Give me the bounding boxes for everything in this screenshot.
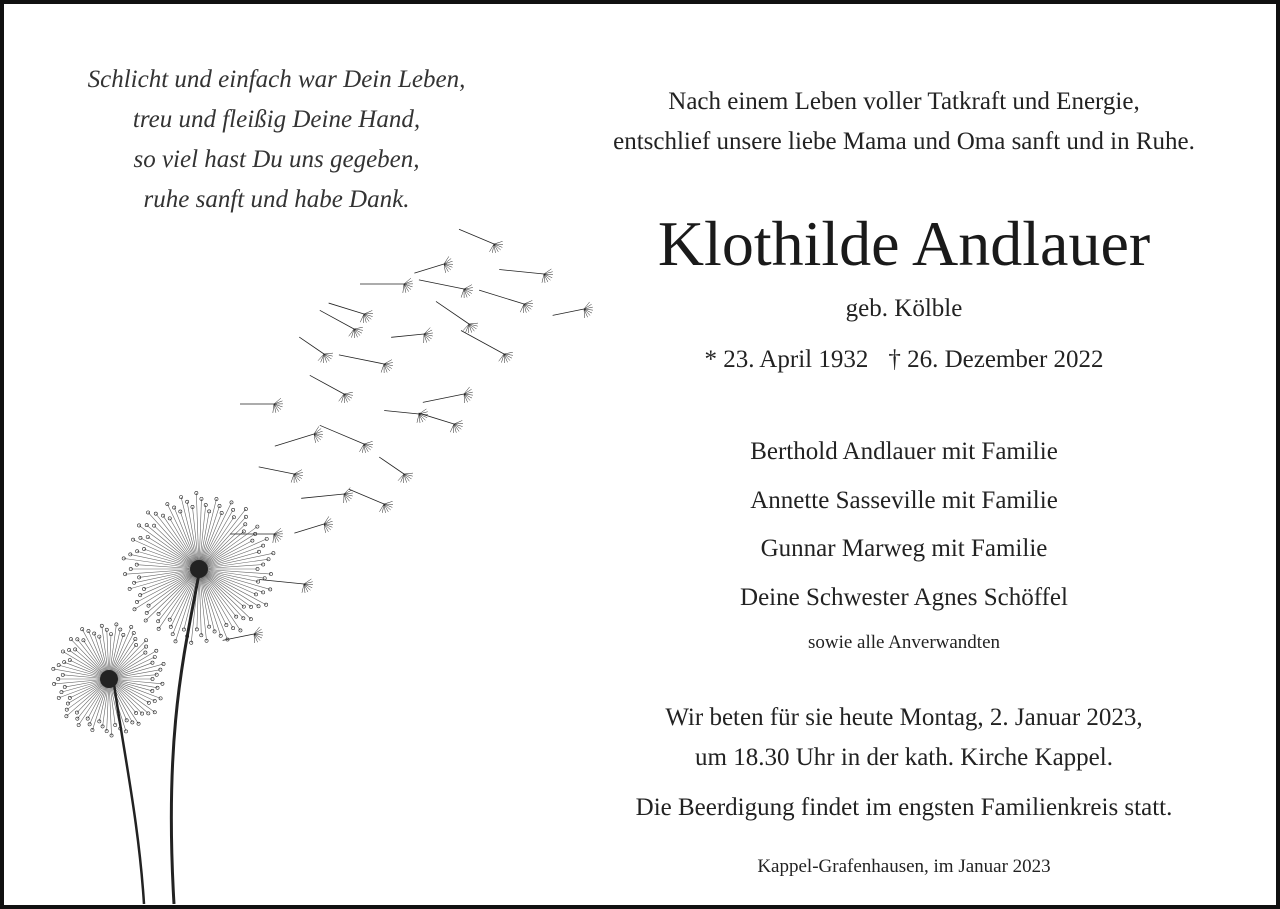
intro-line: Nach einem Leben voller Tatkraft und Energie, — [668, 88, 1140, 115]
poem — [24, 60, 529, 220]
flying-seed — [339, 355, 393, 373]
intro-line: entschlief unsere liebe Mama und Oma sanft und in Ruhe. — [613, 128, 1195, 155]
flying-seed — [320, 425, 373, 453]
mourner-item: Annette Sasseville mit Familie — [750, 486, 1058, 514]
flying-seed — [360, 278, 413, 293]
intro-text — [534, 82, 1274, 162]
place-date: Kappel-Grafenhausen, im Januar 2023 — [757, 856, 1051, 877]
flying-seed — [461, 331, 513, 363]
flying-seed — [329, 303, 373, 323]
service-line: um 18.30 Uhr in der kath. Kirche Kappel. — [695, 744, 1113, 771]
dandelion-head-small — [52, 623, 165, 737]
flying-seed — [479, 290, 533, 313]
mourner-item: Berthold Andlauer mit Familie — [750, 438, 1058, 465]
flying-seed — [310, 375, 353, 403]
flying-seed — [294, 516, 333, 533]
poem-line: Schlicht und einfach war Dein Leben, — [87, 66, 466, 93]
maiden-name: geb. Kölble — [845, 295, 963, 322]
mourner-item: Deine Schwester Agnes Schöffel — [740, 583, 1068, 611]
mourner-item: Gunnar Marweg mit Familie — [760, 535, 1048, 562]
flying-seed — [299, 337, 333, 363]
life-dates — [534, 341, 1274, 379]
birth-date: * 23. April 1932 — [704, 346, 869, 373]
flying-seed — [419, 280, 473, 298]
flying-seed — [384, 409, 428, 423]
deceased-name: Klothilde Andlauer — [657, 208, 1151, 279]
dandelion-stem — [114, 684, 144, 904]
poem-line: so viel hast Du uns gegeben, — [133, 146, 420, 173]
poem-line: treu und fleißig Deine Hand, — [132, 106, 421, 133]
flying-seed — [240, 398, 283, 413]
flying-seed — [419, 413, 463, 433]
flying-seed — [301, 488, 353, 503]
service-line: Wir beten für sie heute Montag, 2. Januar 2023, — [665, 704, 1143, 731]
flying-seed — [459, 229, 503, 253]
flying-seed — [259, 579, 313, 593]
flying-seed — [275, 426, 323, 446]
burial-note: Die Beerdigung findet im engsten Familienkreis statt. — [635, 794, 1173, 821]
dandelion-head-large — [122, 491, 275, 644]
death-date: † 26. Dezember 2022 — [888, 346, 1104, 373]
flying-seed — [391, 328, 433, 343]
flying-seed — [320, 310, 363, 338]
flying-seed — [414, 256, 453, 273]
mourners-list — [534, 428, 1274, 622]
flying-seed — [379, 457, 413, 483]
other-relatives: sowie alle Anverwandten — [807, 632, 1001, 653]
flying-seed — [423, 387, 473, 403]
flying-seed — [436, 301, 478, 333]
prayer-service — [534, 698, 1274, 778]
flying-seed — [349, 489, 393, 513]
flying-seed — [259, 467, 303, 483]
poem-line: ruhe sanft und habe Dank. — [143, 186, 410, 213]
